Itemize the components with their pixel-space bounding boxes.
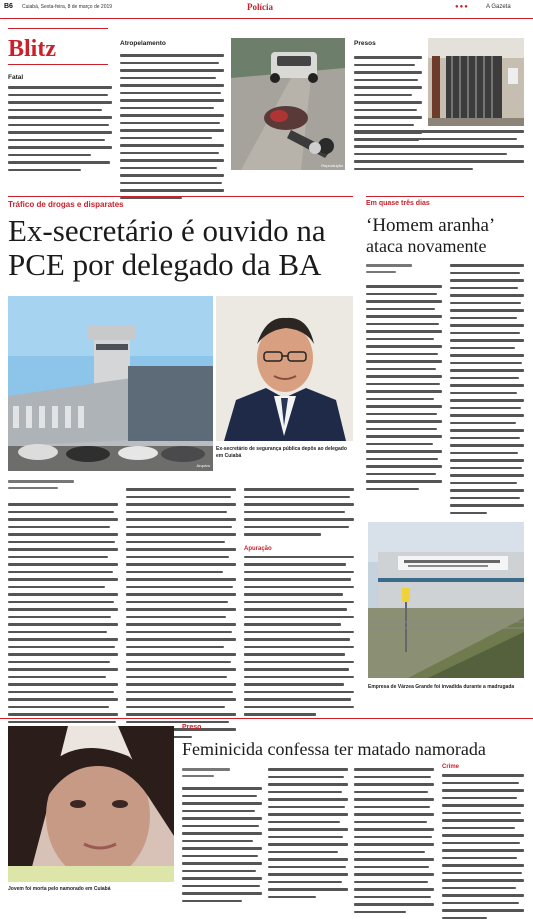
prison-photo-credit: Arquivo bbox=[196, 463, 210, 468]
bottom-photo-caption: Jovem foi morta pelo namorado em Cuiabá bbox=[8, 886, 111, 892]
main-story-headline: Ex-secretário é ouvido na PCE por delegado da BA bbox=[8, 213, 326, 282]
page-header bbox=[0, 0, 533, 19]
side-photo-caption: Empresa de Várzea Grande foi invadida durante a madrugada bbox=[368, 684, 515, 690]
main-story-subhead: Apuração bbox=[244, 545, 272, 552]
bottom-story-body-col1 bbox=[182, 768, 262, 902]
victim-photo bbox=[8, 726, 174, 882]
section-title: Polícia bbox=[247, 2, 273, 12]
blitz-head-presos: Presos bbox=[354, 40, 376, 47]
blitz-col3-wide-text bbox=[354, 130, 524, 170]
main-photo-caption: Ex-secretário de segurança pública depôs ao delegado em Cuiabá bbox=[216, 446, 347, 459]
main-story-body-col3 bbox=[244, 488, 354, 716]
blitz-title: Blitz bbox=[8, 36, 56, 62]
side-story-body-col1 bbox=[366, 264, 442, 490]
brand-name: A Gazeta bbox=[486, 4, 511, 10]
main-story-kicker: Tráfico de drogas e disparates bbox=[8, 200, 124, 209]
company-building-photo bbox=[368, 522, 524, 678]
bottom-story-body-col3 bbox=[354, 768, 434, 913]
bottom-story-headline: Feminicida confessa ter matado namorada bbox=[182, 739, 486, 759]
bottom-story-body-col2 bbox=[268, 768, 348, 898]
gate-photo bbox=[428, 38, 524, 126]
bottom-story-kicker: Preso bbox=[182, 724, 202, 731]
bottom-story-body-col4 bbox=[442, 764, 524, 919]
motorcycle-crash-photo bbox=[231, 38, 345, 170]
blitz-head-atropelamento: Atropelamento bbox=[120, 40, 166, 47]
blitz-head-fatal: Fatal bbox=[8, 74, 24, 81]
prison-photo bbox=[8, 296, 213, 471]
main-story-body-col2 bbox=[126, 488, 236, 738]
blitz-col1-text bbox=[8, 86, 112, 171]
blitz-col3-text bbox=[354, 56, 422, 141]
side-story-kicker: Em quase três dias bbox=[366, 200, 430, 207]
ex-secretary-portrait bbox=[216, 296, 353, 441]
date-line: Cuiabá, Sexta-feira, 8 de março de 2019 bbox=[22, 4, 113, 10]
side-headline-line1: ‘Homem aranha’ bbox=[366, 215, 496, 236]
page-number: B6 bbox=[4, 3, 13, 10]
crash-photo-credit: Reprodução bbox=[321, 163, 343, 168]
main-story-body-col1 bbox=[8, 480, 118, 738]
bottom-story-subhead: Crime bbox=[442, 764, 460, 770]
social-icons: ●●● bbox=[455, 4, 469, 10]
side-story-body-col2 bbox=[450, 264, 524, 514]
side-headline-line2: ataca novamente bbox=[366, 236, 487, 256]
blitz-col2-text bbox=[120, 54, 224, 199]
blitz-section bbox=[0, 20, 533, 190]
